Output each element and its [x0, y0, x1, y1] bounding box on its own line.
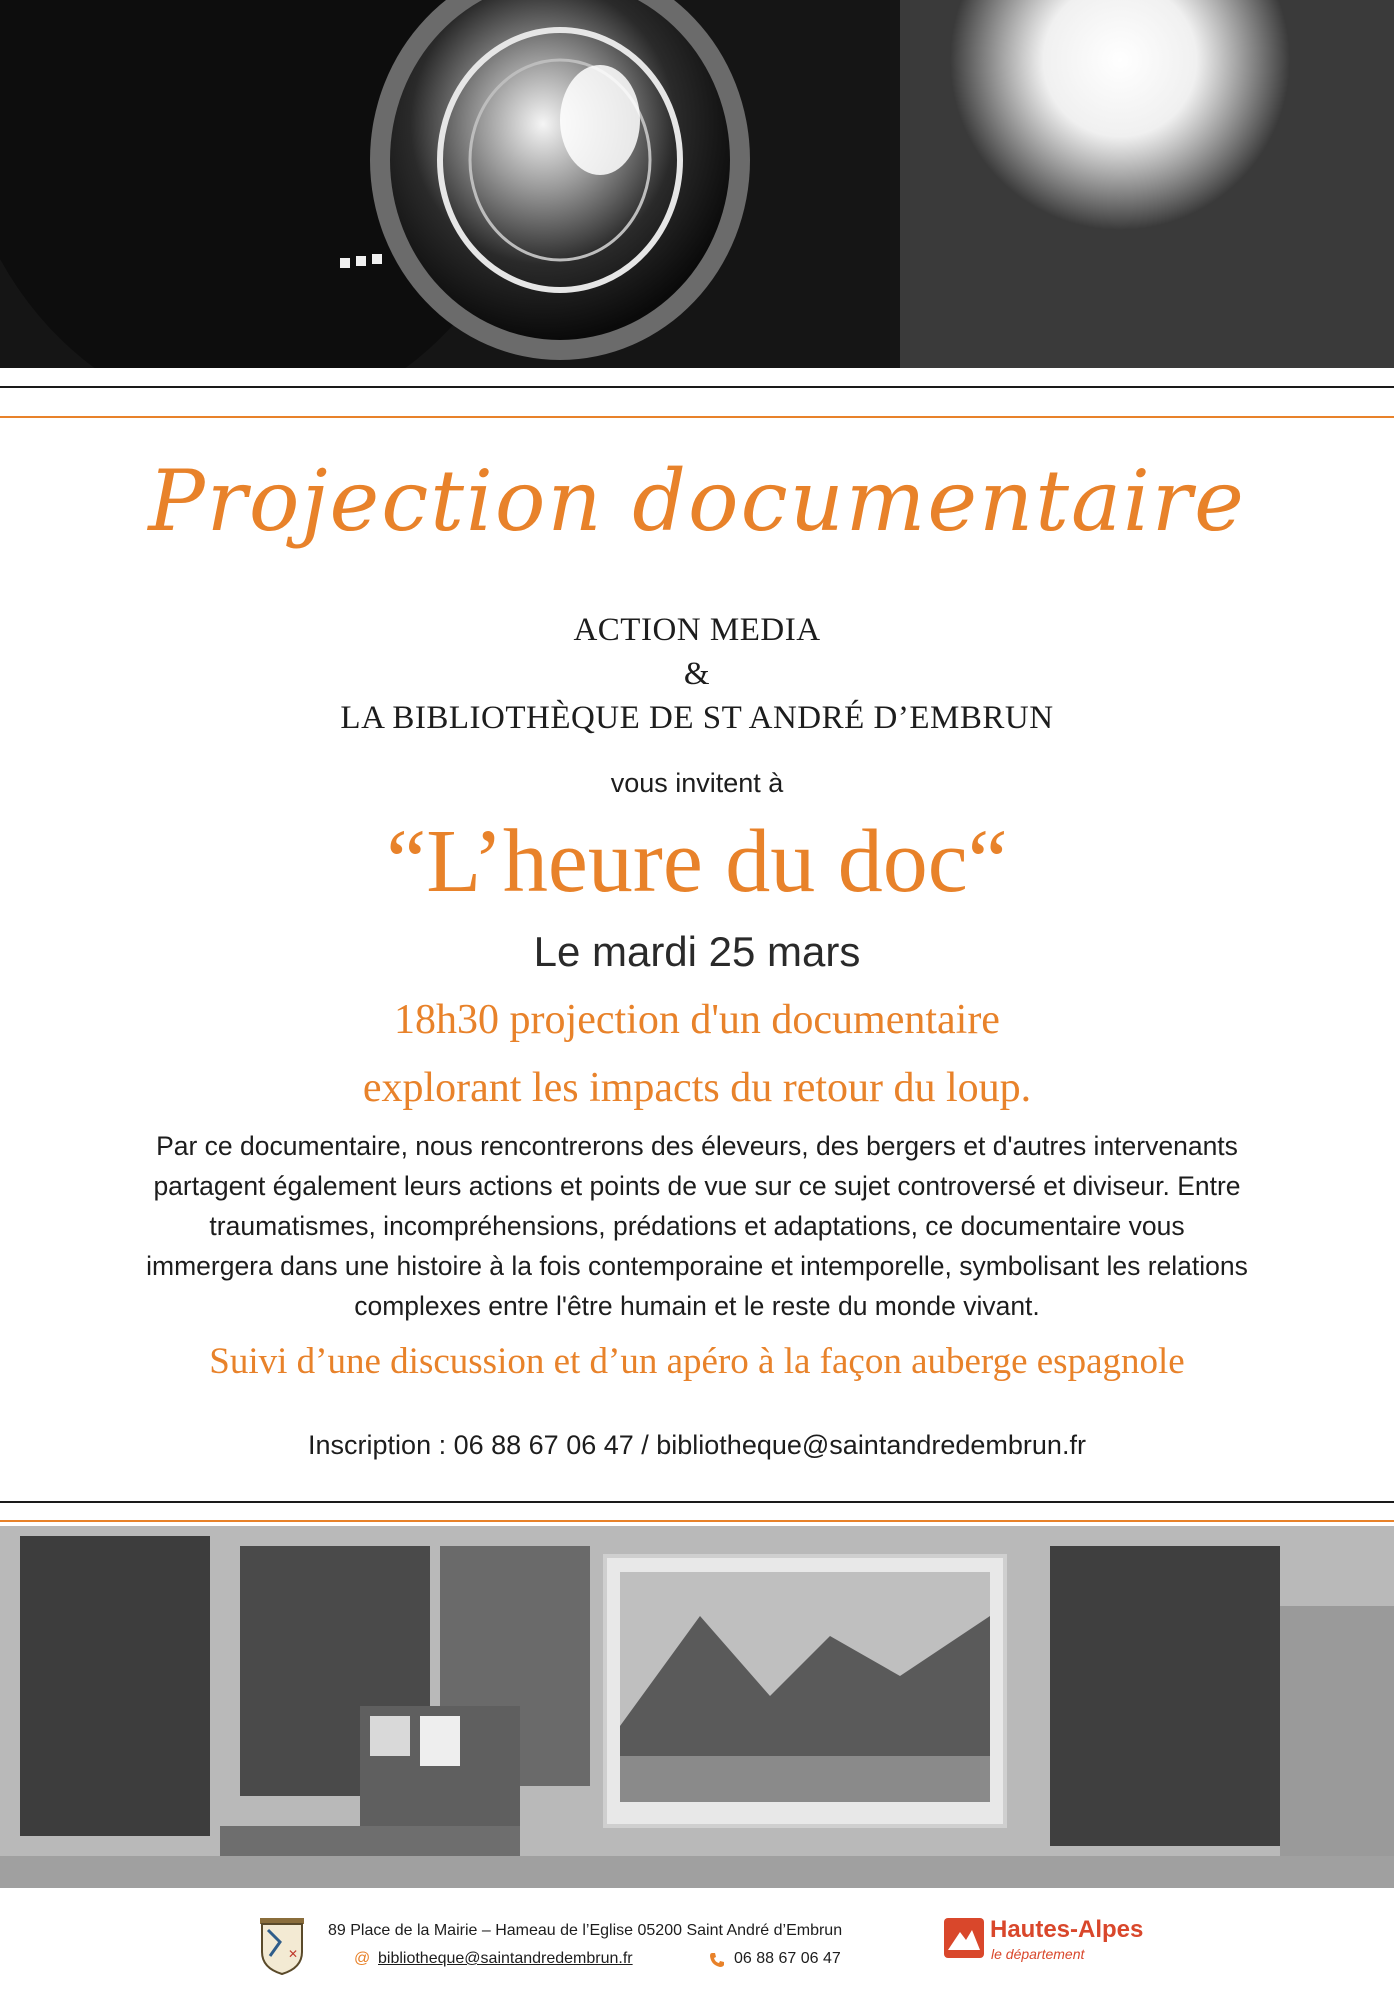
phone-icon [708, 1951, 726, 1969]
event-title: “L’heure du doc“ [386, 812, 1008, 911]
organizer-ampersand: & [683, 656, 711, 692]
organizer-line-2: LA BIBLIOTHÈQUE DE ST ANDRÉ D’EMBRUN [340, 700, 1054, 736]
divider-top-orange [0, 416, 1394, 418]
projector-lens-illustration [0, 0, 1394, 368]
at-icon: @ [354, 1950, 371, 1967]
signup-text: Inscription : 06 88 67 06 47 / bibliotheque@saintandredembrun.fr [308, 1430, 1086, 1460]
divider-bottom-orange [0, 1520, 1394, 1522]
event-tagline-2: explorant les impacts du retour du loup. [362, 1065, 1032, 1111]
description-line: Par ce documentaire, nous rencontrerons des éleveurs, des bergers et d'autres intervenants [156, 1131, 1238, 1161]
footer-email-link[interactable]: bibliotheque@saintandredembrun.fr [378, 1950, 633, 1967]
library-room-illustration [0, 1526, 1394, 1888]
organizer-line-1: ACTION MEDIA [573, 612, 821, 648]
hautes-alpes-logo-mark [944, 1918, 984, 1958]
partner-subtitle: le département [991, 1946, 1085, 1962]
divider-bottom-black [0, 1501, 1394, 1503]
municipality-crest-logo [256, 1912, 308, 1976]
description-line: immergera dans une histoire à la fois contemporaine et intemporelle, symbolisant les relations [146, 1251, 1248, 1281]
description-line: partagent également leurs actions et points de vue sur ce sujet controversé et diviseur. Entre [153, 1171, 1241, 1201]
library-room-photo [0, 1526, 1394, 1888]
divider-top-black [0, 386, 1394, 388]
footer-phone: 06 88 67 06 47 [734, 1950, 841, 1967]
description-line: complexes entre l'être humain et le reste du monde vivant. [354, 1291, 1040, 1321]
svg-text:✕: ✕ [288, 1947, 299, 1961]
script-title: Projection documentaire [148, 452, 1246, 550]
hero-projector-photo [0, 0, 1394, 368]
event-tagline-1: 18h30 projection d'un documentaire [394, 997, 1000, 1043]
description-paragraph [40, 1126, 1354, 1326]
partner-name: Hautes-Alpes [990, 1916, 1144, 1943]
footer-address: 89 Place de la Mairie – Hameau de l’Eglise 05200 Saint André d’Embrun [328, 1922, 843, 1939]
description-line: traumatismes, incompréhensions, prédations et adaptations, ce documentaire vous [209, 1211, 1185, 1241]
event-date: Le mardi 25 mars [533, 928, 861, 975]
invite-text: vous invitent à [610, 768, 784, 798]
followup-text: Suivi d’une discussion et d’un apéro à la façon auberge espagnole [209, 1341, 1185, 1382]
